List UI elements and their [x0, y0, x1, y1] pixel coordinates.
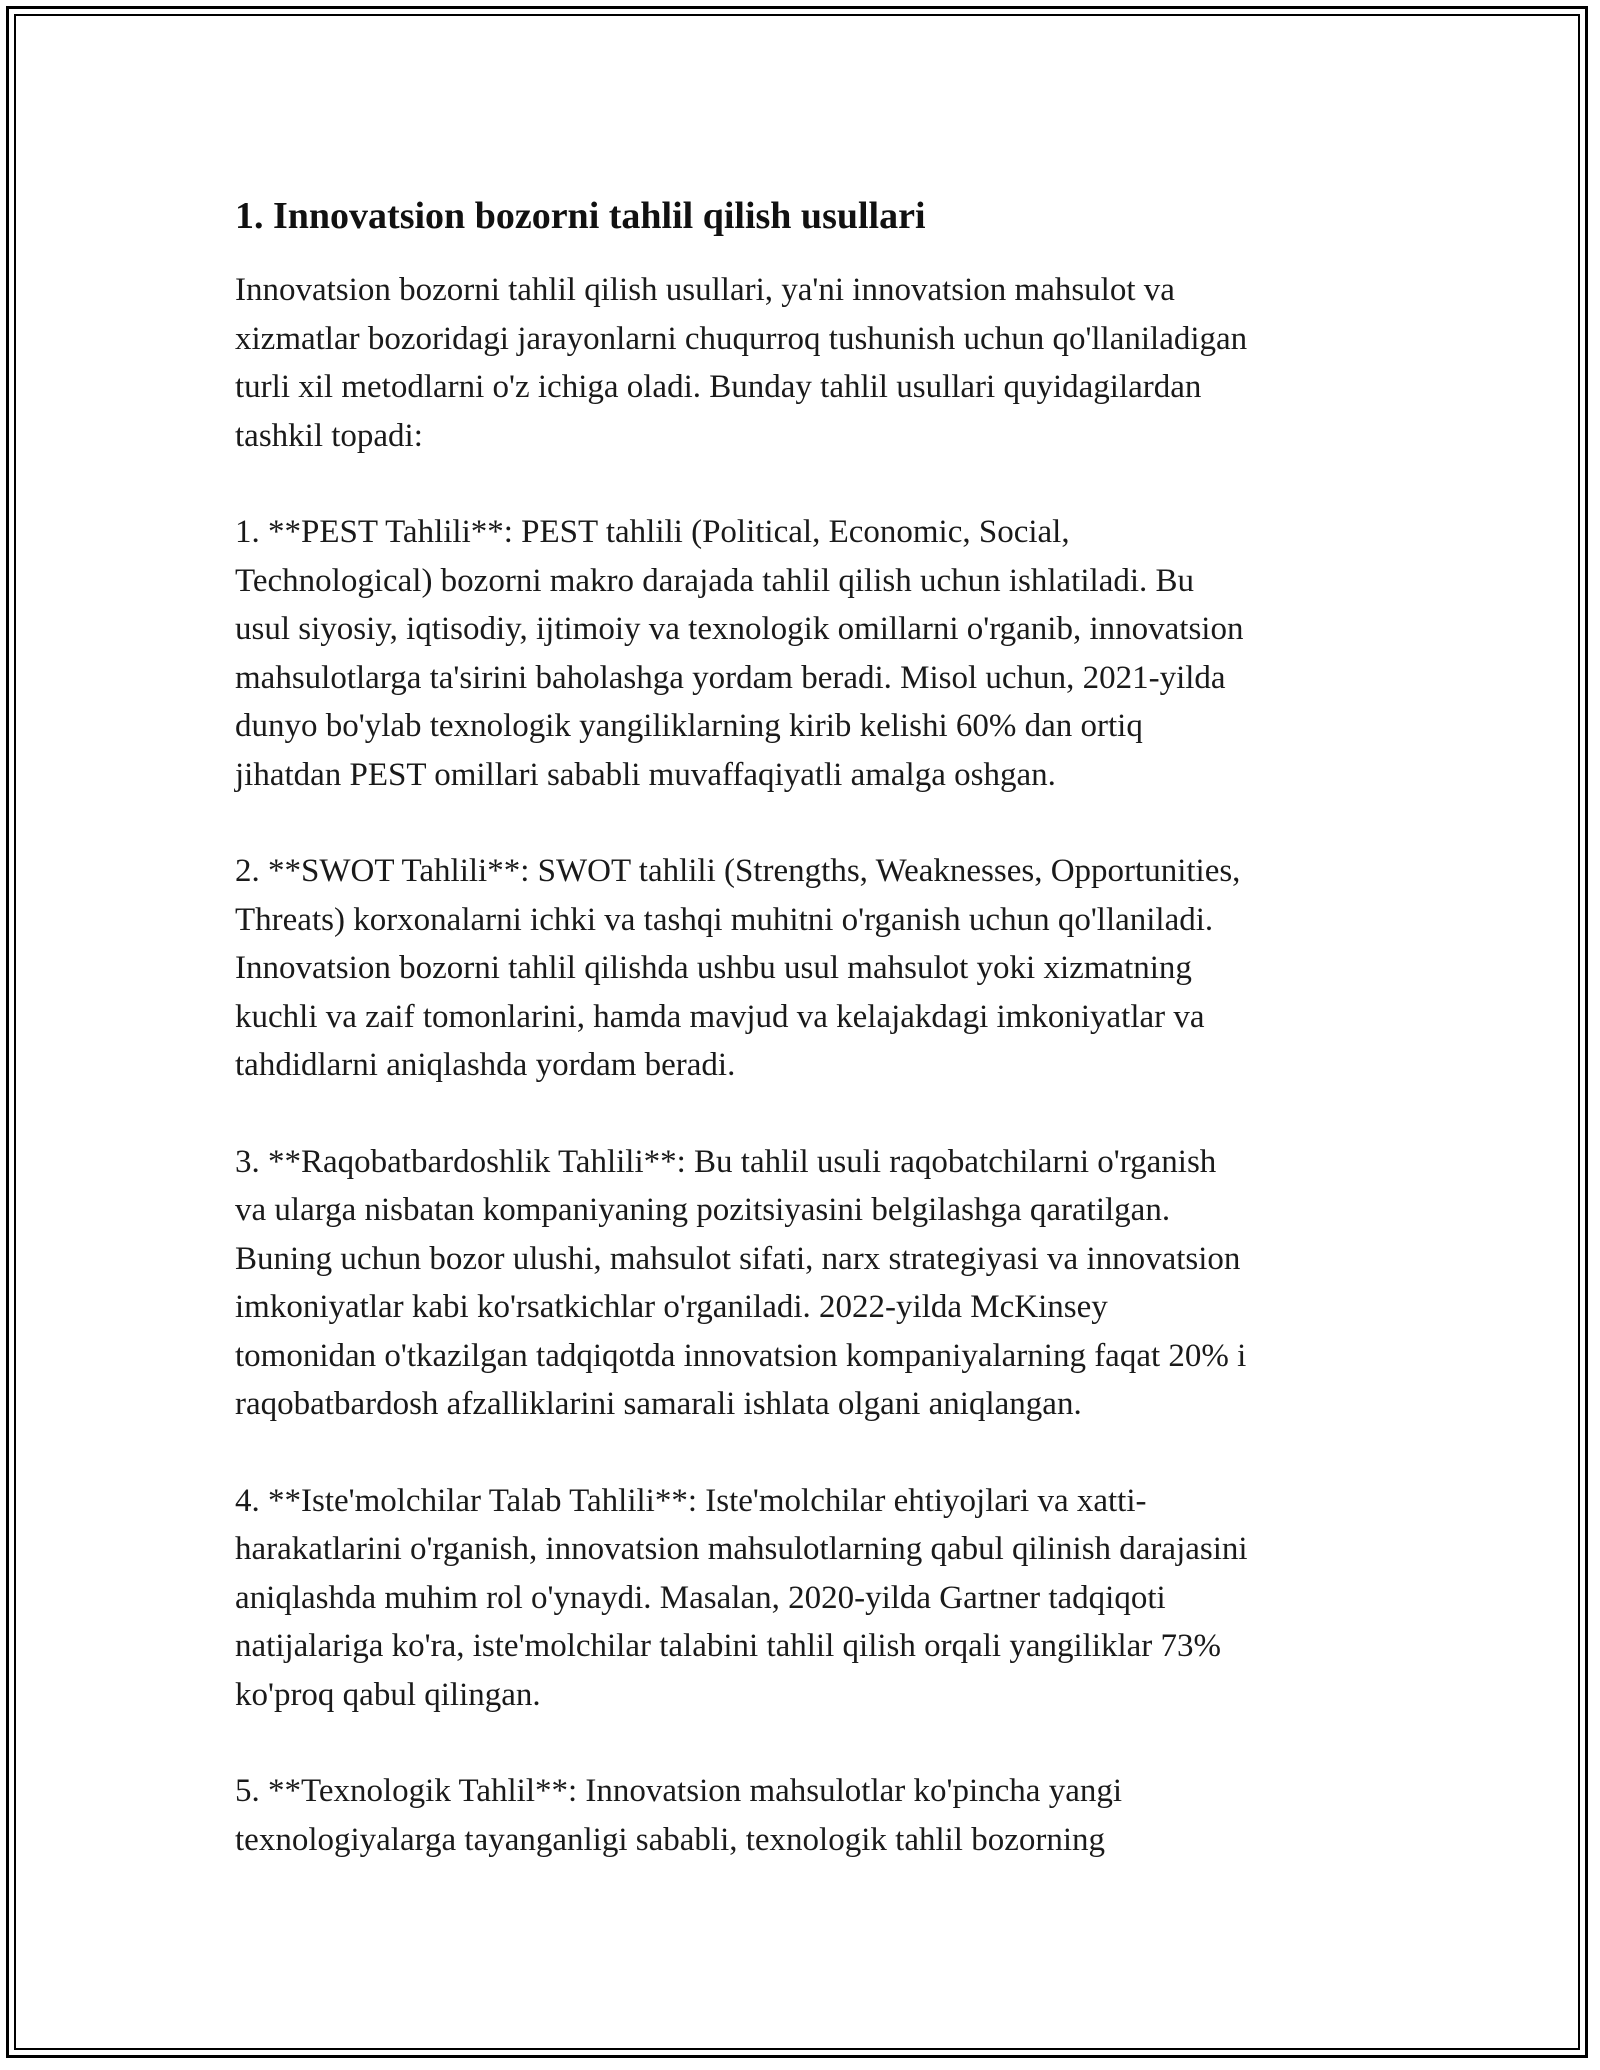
pest-paragraph: 1. **PEST Tahlili**: PEST tahlili (Political, Economic, Social, Technological) bozorni makro darajada tahlil qilish uchun ishlatiladi. Bu usul siyosiy, iqtisodiy, ijtimoiy va texnologik omillarni o'rganib, innovatsion mahsulotlarga ta'sirini baholashga yordam beradi. Misol uchun, 2021-yilda dunyo bo'ylab texnologik yangiliklarning kirib kelishi 60% dan ortiq jihatdan PEST omillari sababli muvaffaqiyatli amalga oshgan. [235, 514, 1244, 793]
swot-paragraph: 2. **SWOT Tahlili**: SWOT tahlili (Strengths, Weaknesses, Opportunities, Threats) korxonalarni ichki va tashqi muhitni o'rganish uchun qo'llaniladi. Innovatsion bozorni tahlil qilishda ushbu usul mahsulot yoki xizmatning kuchli va zaif tomonlarini, hamda mavjud va kelajakdagi imkoniyatlar va tahdidlarni aniqlashda yordam beradi. [235, 853, 1241, 1083]
competitiveness-paragraph: 3. **Raqobatbardoshlik Tahlili**: Bu tahlil usuli raqobatchilarni o'rganish va ularga nisbatan kompaniyaning pozitsiyasini belgilashga qaratilgan. Buning uchun bozor ulushi, mahsulot sifati, narx strategiyasi va innovatsion imkoniyatlar kabi ko'rsatkichlar o'rganiladi. 2022-yilda McKinsey tomonidan o'tkazilgan tadqiqotda innovatsion kompaniyalarning faqat 20% i raqobatbardosh afzalliklarini samarali ishlata olgani aniqlangan. [235, 1143, 1247, 1422]
document-body [235, 188, 1365, 1912]
technology-paragraph: 5. **Texnologik Tahlil**: Innovatsion mahsulotlar ko'pincha yangi texnologiyalarga tayanganligi sababli, texnologik tahlil bozorning [235, 1773, 1123, 1858]
intro-paragraph: Innovatsion bozorni tahlil qilish usullari, ya'ni innovatsion mahsulot va xizmatlar bozoridagi jarayonlarni chuqurroq tushunish uchun qo'llaniladigan turli xil metodlarni o'z ichiga oladi. Bunday tahlil usullari quyidagilardan tashkil topadi: [235, 272, 1248, 454]
page-title: 1. Innovatsion bozorni tahlil qilish usullari [235, 195, 926, 237]
consumer-demand-paragraph: 4. **Iste'molchilar Talab Tahlili**: Iste'molchilar ehtiyojlari va xatti- harakatlarini o'rganish, innovatsion mahsulotlarning qabul qilinish darajasini aniqlashda muhim rol o'ynaydi. Masalan, 2020-yilda Gartner tadqiqoti natijalariga ko'ra, iste'molchilar talabini tahlil qilish orqali yangiliklar 73% ko'proq qabul qilingan. [235, 1482, 1248, 1713]
